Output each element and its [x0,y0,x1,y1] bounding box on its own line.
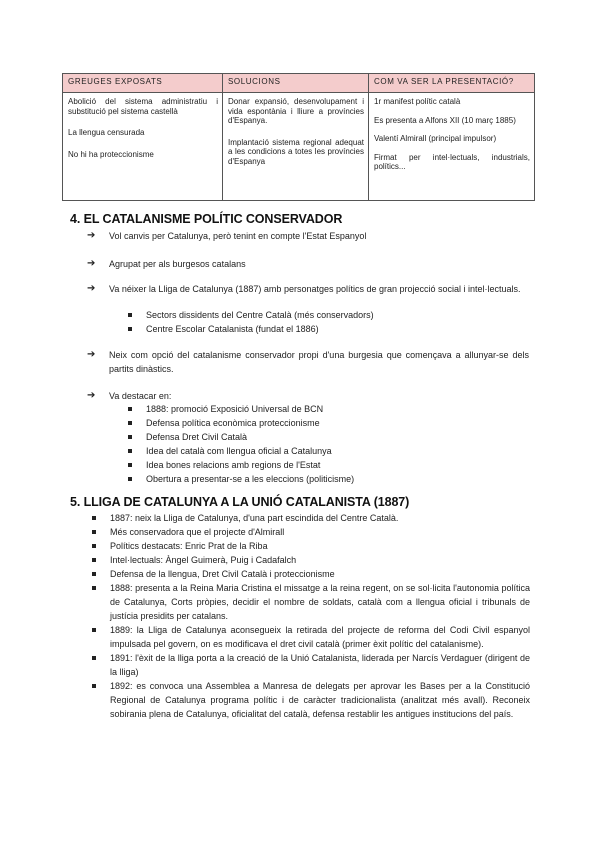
list-item [146,322,526,336]
list-item [146,458,526,472]
cell-text: Valentí Almirall (principal impulsor) [374,134,497,143]
cell-text: Implantació sistema regional adequat a les condicions a totes les províncies d'Espanya [228,137,364,166]
list-item-text: Vol canvis per Catalunya, però tenint en compte l'Estat Espanyol [109,231,367,241]
list-item [89,229,529,243]
table-cell-solucions [223,93,369,201]
square-bullet-icon [128,435,132,439]
lliga-sublist [146,308,526,336]
list-item-text: Defensa política econòmica proteccionisme [146,418,320,428]
list-item-text: Més conservadora que el projecte d'Almirall [110,527,285,537]
list-item [110,553,530,567]
square-bullet-icon [128,463,132,467]
square-bullet-icon [128,407,132,411]
list-item-text: Sectors dissidents del Centre Català (més conservadors) [146,310,374,320]
list-item [89,348,529,376]
arrow-right-icon: ➔ [87,230,96,241]
list-item-text: Centre Escolar Catalanista (fundat el 1886) [146,324,319,334]
destacar-sublist [146,402,526,486]
list-item-text: Obertura a presentar-se a les eleccions (politicisme) [146,474,355,484]
table-header-cell: COM VA SER LA PRESENTACIÓ? [369,74,535,93]
table-cell-greuges [63,93,223,201]
list-item [146,430,526,444]
cell-text: Donar expansió, desenvolupament i vida espontània i lliure a províncies d'Espanya. [228,97,364,125]
list-item-text: Va destacar en: [109,391,172,401]
table-header-cell: SOLUCIONS [223,74,369,93]
table-header-row [63,74,535,93]
square-bullet-icon [92,656,96,660]
square-bullet-icon [92,628,96,632]
list-item [110,623,530,651]
cell-text: Abolició del sistema administratiu i substitució pel sistema castellà [68,97,218,116]
list-item [146,308,526,322]
list-item-text: Idea bones relacions amb regions de l'Estat [146,460,321,470]
square-bullet-icon [128,421,132,425]
table-header-cell: GREUGES EXPOSATS [63,74,223,93]
square-bullet-icon [92,684,96,688]
list-item-text: 1888: presenta a la Reina Maria Cristina el missatge a la reina regent, on se sol·licita l'autonomia política de Catalunya, Corts pròpies, decidir el nombre de soldats, català com a llengua oficial i tribunals de justícia presidits per catalans. [110,583,530,621]
list-item-text: 1892: es convoca una Assemblea a Manresa de delegats per aprovar les Bases per a la Constitució Regional de Catalunya programa polític i de caràcter tradicionalista (analitzat més avall). Reconeix sobirania plena de Catalunya, oficialitat del català, defensa restablir les antigues institucions del país. [110,681,530,719]
square-bullet-icon [92,516,96,520]
square-bullet-icon [92,558,96,562]
cell-text: La llengua censurada [68,128,145,137]
list-item [89,282,529,296]
arrow-right-icon: ➔ [87,390,96,401]
arrow-right-icon: ➔ [87,258,96,269]
table-row [63,93,535,201]
list-item [146,472,526,486]
list-item-text: 1888: promoció Exposició Universal de BCN [146,404,324,414]
list-item-text: Polítics destacats: Enric Prat de la Riba [110,541,268,551]
greuges-table [62,73,535,201]
list-item-text: Defensa de la llengua, Dret Civil Català i proteccionisme [110,569,335,579]
list-item [89,257,529,271]
arrow-right-icon: ➔ [87,349,96,360]
square-bullet-icon [92,530,96,534]
list-item [110,511,530,525]
list-item [146,444,526,458]
cell-text: No hi ha proteccionisme [68,149,154,159]
list-item-text: Agrupat per als burgesos catalans [109,259,246,269]
list-item-text: Idea del català com llengua oficial a Catalunya [146,446,332,456]
section-4-heading: 4. EL CATALANISME POLÍTIC CONSERVADOR [70,212,343,226]
cell-text: 1r manifest polític català [374,97,461,106]
list-item [110,651,530,679]
square-bullet-icon [128,313,132,317]
list-item [146,402,526,416]
square-bullet-icon [92,586,96,590]
cell-text: Es presenta a Alfons XII (10 març 1885) [374,115,516,125]
list-item [110,525,530,539]
table-cell-presentacio [369,93,535,201]
list-item [146,416,526,430]
list-item-text: Neix com opció del catalanisme conservador propi d'una burgesia que començava a allunyar-se dels partits dinàstics. [109,350,529,374]
list-item-text: Defensa Dret Civil Català [146,432,248,442]
square-bullet-icon [128,327,132,331]
square-bullet-icon [128,449,132,453]
cell-text: Firmat per intel·lectuals, industrials, polítics... [374,152,530,171]
section-5-heading: 5. LLIGA DE CATALUNYA A LA UNIÓ CATALANISTA (1887) [70,495,410,509]
list-item [110,581,530,623]
list-item [110,679,530,721]
square-bullet-icon [92,572,96,576]
list-item-text: 1889: la Lliga de Catalunya aconsegueix la retirada del projecte de reforma del Codi Civil espanyol impulsada pel govern, on es modificava el dret civil català (primer èxit polític del catalanisme). [110,625,530,649]
list-item-text: Intel·lectuals: Àngel Guimerà, Puig i Cadafalch [110,555,297,565]
section-5-list [110,511,530,721]
list-item [110,539,530,553]
arrow-right-icon: ➔ [87,283,96,294]
list-item-text: 1891: l'èxit de la lliga porta a la creació de la Unió Catalanista, liderada per Narcís Verdaguer (dirigent de la lliga) [110,653,530,677]
square-bullet-icon [128,477,132,481]
list-item [89,389,529,403]
list-item [110,567,530,581]
list-item-text: Va néixer la Lliga de Catalunya (1887) amb personatges polítics de gran projecció social i intel·lectuals. [109,284,521,294]
square-bullet-icon [92,544,96,548]
list-item-text: 1887: neix la Lliga de Catalunya, d'una part escindida del Centre Català. [110,513,399,523]
